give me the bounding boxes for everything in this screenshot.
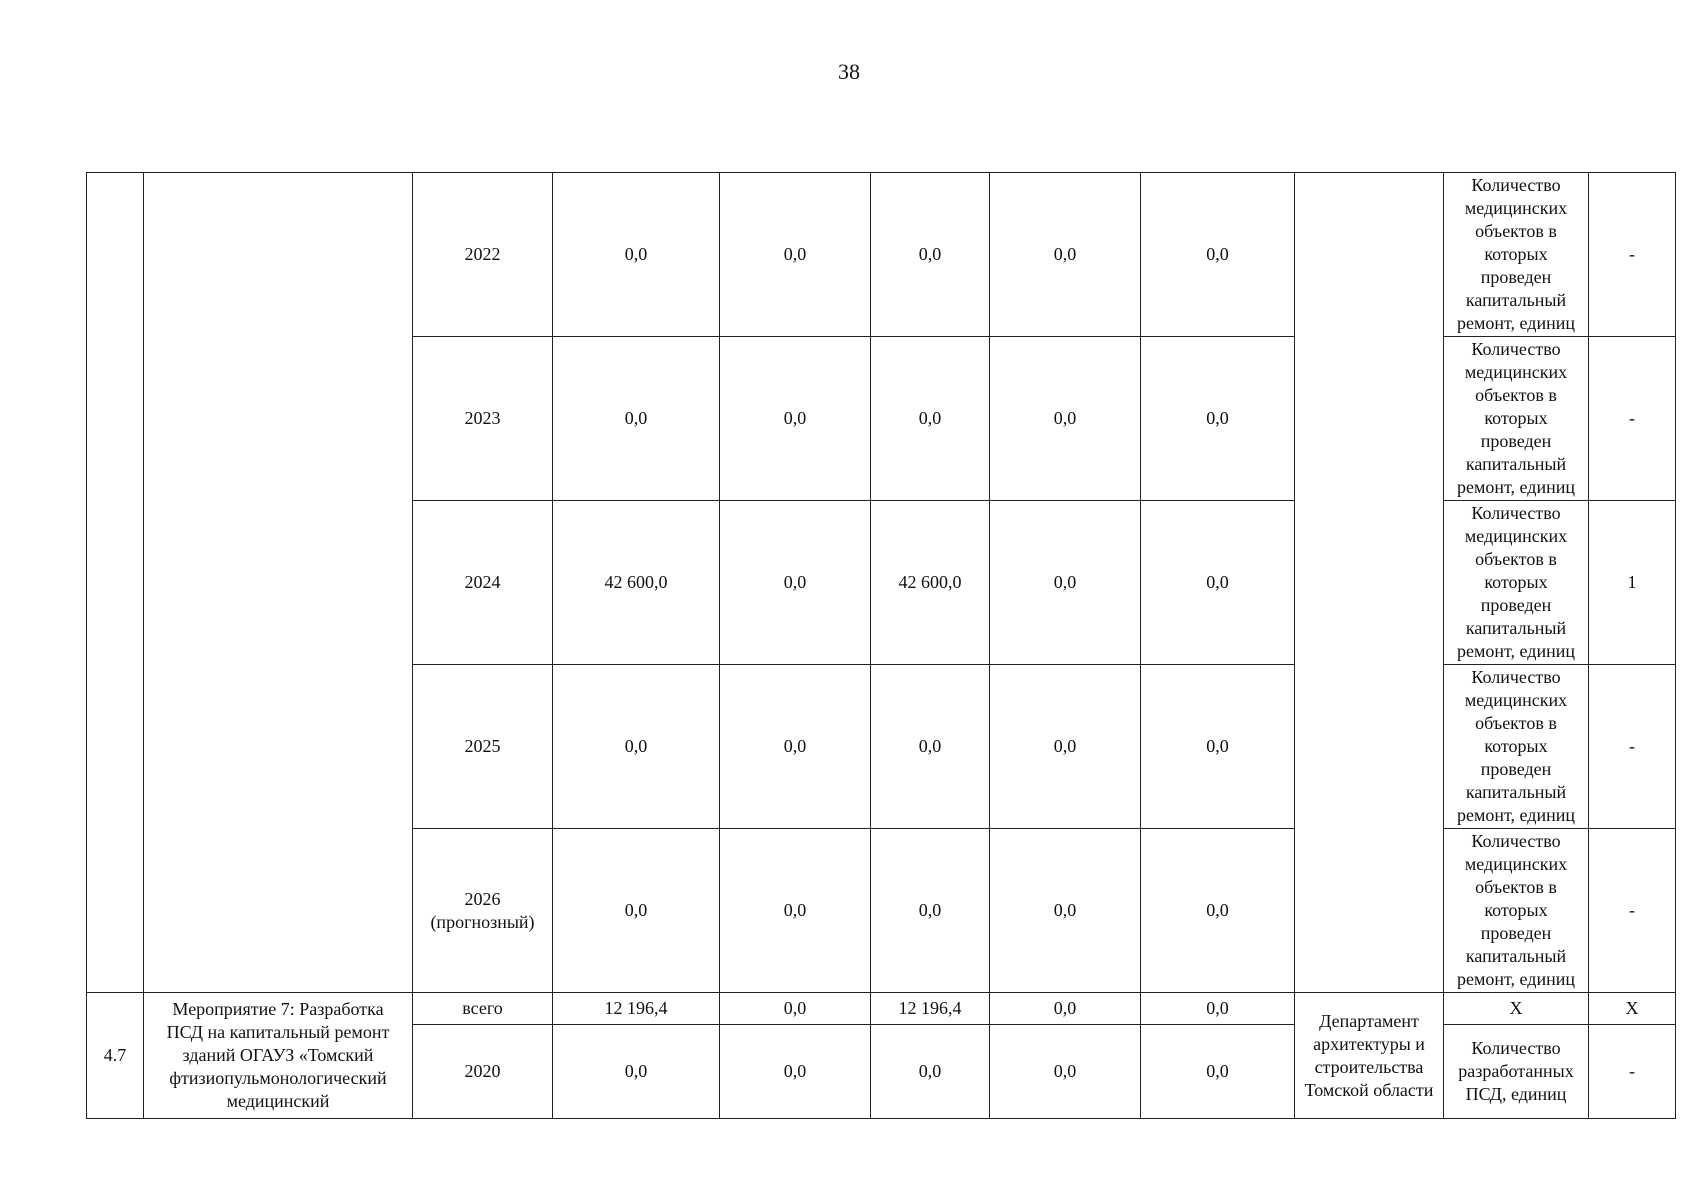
indicator-name-cell: Количество медицинских объектов в которых проведен капитальный ремонт, единиц bbox=[1444, 829, 1589, 993]
value-cell: 0,0 bbox=[1141, 173, 1295, 337]
value-cell: 0,0 bbox=[1141, 501, 1295, 665]
value-cell: 0,0 bbox=[871, 173, 990, 337]
program-measures-table bbox=[86, 172, 1676, 1119]
year-cell: 2022 bbox=[413, 173, 553, 337]
value-cell: 0,0 bbox=[990, 501, 1141, 665]
indicator-name-cell: Количество медицинских объектов в которых проведен капитальный ремонт, единиц bbox=[1444, 173, 1589, 337]
value-cell: 0,0 bbox=[720, 993, 871, 1025]
indicator-name-cell: Количество медицинских объектов в которых проведен капитальный ремонт, единиц bbox=[1444, 337, 1589, 501]
executor-cell-continued bbox=[1295, 173, 1444, 993]
value-cell: 0,0 bbox=[990, 1025, 1141, 1119]
value-cell: 0,0 bbox=[720, 829, 871, 993]
indicator-name-cell: X bbox=[1444, 993, 1589, 1025]
indicator-value-cell: - bbox=[1589, 665, 1676, 829]
indicator-value-cell: - bbox=[1589, 173, 1676, 337]
value-cell: 0,0 bbox=[720, 1025, 871, 1119]
year-cell: всего bbox=[413, 993, 553, 1025]
year-cell: 2023 bbox=[413, 337, 553, 501]
value-cell: 0,0 bbox=[990, 829, 1141, 993]
value-cell: 0,0 bbox=[871, 337, 990, 501]
value-cell: 0,0 bbox=[1141, 337, 1295, 501]
value-cell: 0,0 bbox=[990, 993, 1141, 1025]
indicator-value-cell: - bbox=[1589, 337, 1676, 501]
year-cell: 2024 bbox=[413, 501, 553, 665]
value-cell: 0,0 bbox=[720, 501, 871, 665]
value-cell: 0,0 bbox=[553, 665, 720, 829]
page-number: 38 bbox=[838, 59, 860, 84]
year-cell: 2025 bbox=[413, 665, 553, 829]
value-cell: 0,0 bbox=[553, 829, 720, 993]
value-cell: 0,0 bbox=[553, 1025, 720, 1119]
value-cell: 0,0 bbox=[1141, 829, 1295, 993]
indicator-name-cell: Количество медицинских объектов в которых проведен капитальный ремонт, единиц bbox=[1444, 501, 1589, 665]
value-cell: 0,0 bbox=[553, 173, 720, 337]
value-cell: 0,0 bbox=[1141, 1025, 1295, 1119]
number-cell-continued bbox=[87, 173, 144, 993]
value-cell: 0,0 bbox=[720, 665, 871, 829]
indicator-name-cell: Количество разработанных ПСД, единиц bbox=[1444, 1025, 1589, 1119]
table-row-4-7-total bbox=[87, 993, 1676, 1025]
value-cell: 0,0 bbox=[990, 173, 1141, 337]
measure-name-cell: Мероприятие 7: Разработка ПСД на капитальный ремонт зданий ОГАУЗ «Томский фтизиопульмонологический медицинский bbox=[144, 993, 413, 1119]
indicator-value-cell: - bbox=[1589, 829, 1676, 993]
value-cell: 12 196,4 bbox=[553, 993, 720, 1025]
year-cell: 2026 (прогнозный) bbox=[413, 829, 553, 993]
table-row-2022 bbox=[87, 173, 1676, 337]
executor-cell: Департамент архитектуры и строительства Томской области bbox=[1295, 993, 1444, 1119]
indicator-name-cell: Количество медицинских объектов в которых проведен капитальный ремонт, единиц bbox=[1444, 665, 1589, 829]
indicator-value-cell: - bbox=[1589, 1025, 1676, 1119]
value-cell: 42 600,0 bbox=[871, 501, 990, 665]
measure-number-cell: 4.7 bbox=[87, 993, 144, 1119]
value-cell: 0,0 bbox=[720, 337, 871, 501]
value-cell: 0,0 bbox=[1141, 665, 1295, 829]
value-cell: 0,0 bbox=[720, 173, 871, 337]
value-cell: 0,0 bbox=[871, 1025, 990, 1119]
value-cell: 0,0 bbox=[990, 337, 1141, 501]
indicator-value-cell: 1 bbox=[1589, 501, 1676, 665]
year-cell: 2020 bbox=[413, 1025, 553, 1119]
value-cell: 0,0 bbox=[553, 337, 720, 501]
value-cell: 0,0 bbox=[871, 829, 990, 993]
indicator-value-cell: X bbox=[1589, 993, 1676, 1025]
measure-name-cell-continued bbox=[144, 173, 413, 993]
value-cell: 0,0 bbox=[871, 665, 990, 829]
value-cell: 0,0 bbox=[990, 665, 1141, 829]
value-cell: 42 600,0 bbox=[553, 501, 720, 665]
value-cell: 0,0 bbox=[1141, 993, 1295, 1025]
value-cell: 12 196,4 bbox=[871, 993, 990, 1025]
